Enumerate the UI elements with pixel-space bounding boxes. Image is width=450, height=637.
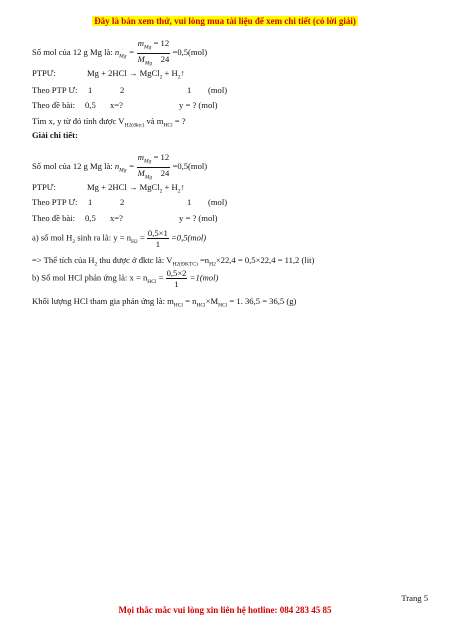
mol-fraction: $\frac{m_{Mg} = 12}{M_{Mg} 24}$ [137,38,170,67]
intro-mol-line: Số mol của 12 g Mg là: $n_{Mg}$ = $\frac{m_{Mg} = 12}{M_{Mg} 24}$ =0,5(mol) [32,38,208,67]
volume-line: => Thể tích của $H_2$ thu được ở đktc là: $V_{H2(ĐKTC)} =n_{H2}\times 22,4 = 0,5\times 22,4 = 11,2$ (lit) [32,255,315,268]
solution-equation-line: PTPƯ: Mg + 2HCl → MgCl$_2$ + $H_2↑$ [32,182,185,195]
part-b-fraction: $\frac{0,5\times 2}{1}$ [166,268,187,289]
part-a-fraction: $\frac{0,5\times 1}{1}$ [147,228,168,249]
part-b-line: b) Số mol HCl phản ứng là: $x = n_{HCl}$ = $\frac{0,5\times 2}{1}$ =1(mol) [32,268,219,289]
intro-question-line: Tìm x, y từ đó tính được $V_{H2(đktc)}$ và $m_{HCl}$ = ? [32,116,186,129]
solution-debai-line: Theo đề bài: 0,5 x=? y = ? (mol) [32,213,218,223]
intro-ptpu-line: Theo PTP Ư: 1 2 1 (mol) [32,85,228,95]
hotline-banner: Mọi thắc mắc vui lòng xin liên hệ hotline: 084 283 45 85 [118,605,332,615]
intro-equation-line: PTPƯ: Mg + 2HCl → MgCl$_2$ + $H_2↑$ [32,68,185,81]
part-a-line: a) số mol $H_2$ sinh ra là: $y = n_{H2}$ = $\frac{0,5\times 1}{1}$ =0,5(mol) [32,228,207,249]
mass-line: Khối lượng HCl tham gia phản ứng là: $m_{HCl} = n_{HCl}\times M_{HCl} = 1$. 36,5 = 36,5 (g) [32,296,297,309]
preview-banner: Đây là bản xem thử, vui lòng mua tài liệu để xem chi tiết (có lời giải) [94,16,356,26]
mol-fraction-2: $\frac{m_{Mg} = 12}{M_{Mg} 24}$ [137,152,170,181]
solution-mol-line: Số mol của 12 g Mg là: $n_{Mg}$ = $\frac{m_{Mg} = 12}{M_{Mg} 24}$ =0,5(mol) [32,152,208,181]
solution-heading: Giải chi tiết: [32,130,78,140]
intro-debai-line: Theo đề bài: 0,5 x=? y = ? (mol) [32,100,218,110]
page-number: Trang 5 [401,593,428,603]
solution-ptpu-line: Theo PTP Ư: 1 2 1 (mol) [32,197,228,207]
